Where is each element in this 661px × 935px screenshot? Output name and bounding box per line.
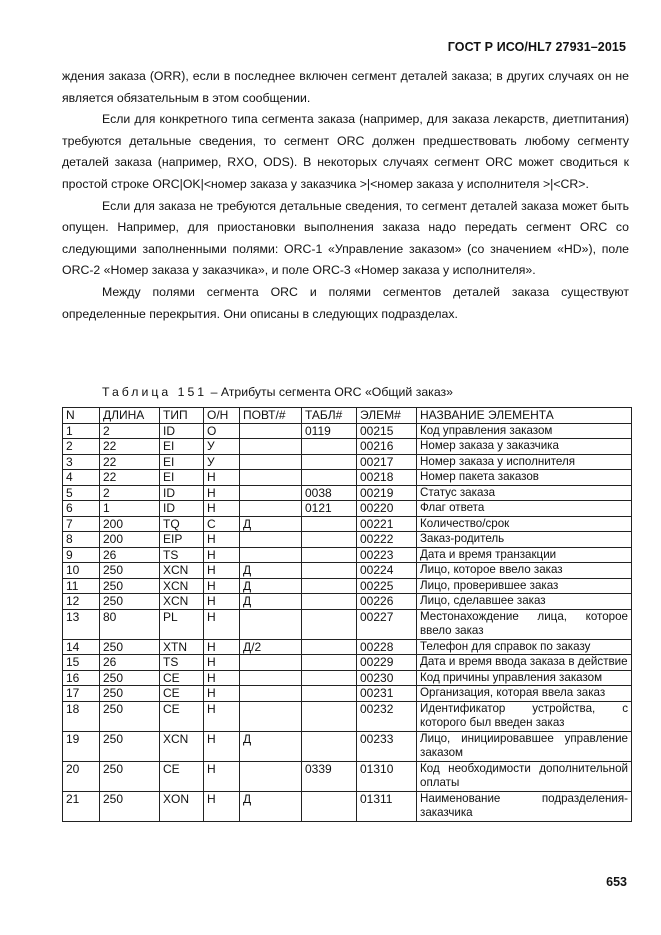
table-row (63, 501, 632, 517)
cell-element: 00228 (357, 639, 417, 655)
cell-repeat (240, 686, 302, 702)
header-cell-length: ДЛИНА (100, 408, 160, 424)
cell-repeat: Д (240, 791, 302, 821)
cell-table (302, 547, 357, 563)
paragraph-detail-orc: Если для конкретного типа сегмента заказа (например, для заказа лекарств, диетпитания) требуются детальные сведения, то сегмент ORC должен предшествовать любому сегменту деталей заказа (например, RXO, ODS). В некоторых случаях сегмент ORC может сводиться к простой строке ORC|OK|<номер заказа у заказчика >|<номер заказа у исполнителя >|<CR>. (62, 112, 629, 191)
cell-length: 2 (100, 485, 160, 501)
cell-element: 00215 (357, 423, 417, 439)
cell-opt: Н (204, 470, 240, 486)
paragraph-continuation: ждения заказа (ORR), если в последнее включен сегмент деталей заказа; в других случаях он не является обязательным в этом сообщении. (62, 69, 629, 105)
cell-opt: С (204, 516, 240, 532)
body-text (62, 66, 629, 325)
cell-table: 0339 (302, 761, 357, 791)
header-cell-opt: О/Н (204, 408, 240, 424)
cell-opt: У (204, 439, 240, 455)
cell-length: 250 (100, 686, 160, 702)
table-row (63, 791, 632, 821)
cell-table (302, 731, 357, 761)
cell-opt: Н (204, 701, 240, 731)
cell-repeat (240, 670, 302, 686)
cell-n: 21 (63, 791, 100, 821)
cell-opt: Н (204, 655, 240, 671)
cell-length: 250 (100, 761, 160, 791)
cell-repeat (240, 423, 302, 439)
cell-table (302, 686, 357, 702)
cell-name: Номер пакета заказов (417, 470, 632, 486)
cell-repeat (240, 485, 302, 501)
cell-length: 1 (100, 501, 160, 517)
cell-repeat: Д (240, 516, 302, 532)
cell-table (302, 791, 357, 821)
cell-opt: У (204, 454, 240, 470)
cell-element: 00229 (357, 655, 417, 671)
table-row (63, 563, 632, 579)
paragraph-overlap: Между полями сегмента ORC и полями сегментов деталей заказа существуют определенные перекрытия. Они описаны в следующих подразделах. (62, 284, 629, 321)
attributes-table (62, 407, 632, 822)
cell-repeat: Д/2 (240, 639, 302, 655)
cell-repeat (240, 701, 302, 731)
document-header: ГОСТ Р ИСО/HL7 27931–2015 (447, 40, 626, 54)
cell-n: 13 (63, 609, 100, 639)
cell-opt: Н (204, 791, 240, 821)
cell-table (302, 516, 357, 532)
cell-name: Заказ-родитель (417, 532, 632, 548)
cell-n: 5 (63, 485, 100, 501)
cell-length: 26 (100, 547, 160, 563)
cell-n: 1 (63, 423, 100, 439)
cell-table (302, 670, 357, 686)
cell-name: Телефон для справок по заказу (417, 639, 632, 655)
cell-length: 250 (100, 639, 160, 655)
cell-length: 22 (100, 439, 160, 455)
cell-element: 00232 (357, 701, 417, 731)
cell-element: 00226 (357, 594, 417, 610)
cell-type: XCN (160, 594, 204, 610)
cell-name: Лицо, которое ввело заказ (417, 563, 632, 579)
cell-n: 20 (63, 761, 100, 791)
cell-name: Код причины управления заказом (417, 670, 632, 686)
cell-type: XON (160, 791, 204, 821)
cell-opt: Н (204, 594, 240, 610)
cell-n: 14 (63, 639, 100, 655)
cell-type: EI (160, 454, 204, 470)
cell-length: 250 (100, 578, 160, 594)
cell-type: XTN (160, 639, 204, 655)
cell-table (302, 701, 357, 731)
paragraph-omit-detail: Если для заказа не требуются детальные сведения, то сегмент деталей заказа может быть опущен. Например, для приостановки выполнения заказа надо передать сегмент ORC со следующими заполненными полями: ORC-1 «Управление заказом» (со значением «HD»), поле ORC-2 «Номер заказа у заказчика», и поле ORC-3 «Номер заказа у исполнителя». (62, 198, 629, 278)
cell-n: 16 (63, 670, 100, 686)
cell-table (302, 578, 357, 594)
cell-name: Флаг ответа (417, 501, 632, 517)
table-row (63, 609, 632, 639)
cell-table: 0119 (302, 423, 357, 439)
cell-n: 4 (63, 470, 100, 486)
cell-element: 00222 (357, 532, 417, 548)
table-caption-number: Таблица 151 (102, 385, 208, 399)
cell-element: 00224 (357, 563, 417, 579)
cell-name: Номер заказа у исполнителя (417, 454, 632, 470)
cell-opt: Н (204, 485, 240, 501)
cell-opt: Н (204, 686, 240, 702)
page-number: 653 (606, 875, 627, 889)
cell-element: 00230 (357, 670, 417, 686)
cell-name: Код необходимости дополнительной оплаты (417, 761, 632, 791)
cell-type: XCN (160, 731, 204, 761)
cell-repeat (240, 609, 302, 639)
cell-table (302, 655, 357, 671)
table-row (63, 547, 632, 563)
cell-n: 2 (63, 439, 100, 455)
table-row (63, 655, 632, 671)
cell-type: ID (160, 501, 204, 517)
cell-repeat: Д (240, 594, 302, 610)
cell-opt: Н (204, 578, 240, 594)
table-row (63, 516, 632, 532)
cell-length: 2 (100, 423, 160, 439)
cell-type: EIP (160, 532, 204, 548)
table-caption-dash: – (210, 385, 218, 399)
cell-element: 00219 (357, 485, 417, 501)
cell-repeat (240, 547, 302, 563)
cell-repeat: Д (240, 578, 302, 594)
cell-opt: Н (204, 547, 240, 563)
table-row (63, 594, 632, 610)
cell-n: 10 (63, 563, 100, 579)
cell-type: ID (160, 485, 204, 501)
cell-opt: Н (204, 501, 240, 517)
cell-type: TS (160, 547, 204, 563)
cell-n: 15 (63, 655, 100, 671)
table-row (63, 532, 632, 548)
cell-opt: Н (204, 731, 240, 761)
cell-table (302, 454, 357, 470)
table-row (63, 470, 632, 486)
cell-name: Статус заказа (417, 485, 632, 501)
cell-element: 00227 (357, 609, 417, 639)
cell-table: 0038 (302, 485, 357, 501)
cell-length: 250 (100, 670, 160, 686)
cell-length: 22 (100, 470, 160, 486)
cell-type: PL (160, 609, 204, 639)
header-cell-element: ЭЛЕМ# (357, 408, 417, 424)
cell-length: 250 (100, 791, 160, 821)
cell-element: 00221 (357, 516, 417, 532)
cell-name: Код управления заказом (417, 423, 632, 439)
cell-table (302, 439, 357, 455)
cell-name: Количество/срок (417, 516, 632, 532)
table-header-row (63, 408, 632, 424)
cell-length: 250 (100, 594, 160, 610)
cell-element: 01310 (357, 761, 417, 791)
cell-element: 00220 (357, 501, 417, 517)
cell-name: Лицо, инициировавшее управление заказом (417, 731, 632, 761)
cell-n: 9 (63, 547, 100, 563)
cell-repeat (240, 454, 302, 470)
cell-type: XCN (160, 563, 204, 579)
cell-opt: Н (204, 609, 240, 639)
cell-table (302, 563, 357, 579)
cell-repeat (240, 439, 302, 455)
cell-element: 00231 (357, 686, 417, 702)
header-cell-name: НАЗВАНИЕ ЭЛЕМЕНТА (417, 408, 632, 424)
table-caption-text: Атрибуты сегмента ORC «Общий заказ» (220, 385, 453, 399)
table-row (63, 639, 632, 655)
cell-n: 19 (63, 731, 100, 761)
cell-element: 00217 (357, 454, 417, 470)
cell-type: ID (160, 423, 204, 439)
cell-length: 250 (100, 701, 160, 731)
table-row (63, 686, 632, 702)
cell-table (302, 609, 357, 639)
cell-table (302, 470, 357, 486)
cell-table: 0121 (302, 501, 357, 517)
cell-table (302, 594, 357, 610)
table-row (63, 439, 632, 455)
cell-type: TS (160, 655, 204, 671)
cell-table (302, 532, 357, 548)
cell-name: Дата и время ввода заказа в действие (417, 655, 632, 671)
cell-type: EI (160, 439, 204, 455)
cell-length: 80 (100, 609, 160, 639)
cell-element: 00233 (357, 731, 417, 761)
table-row (63, 454, 632, 470)
table-row (63, 670, 632, 686)
cell-element: 00218 (357, 470, 417, 486)
cell-name: Наименование подразделения-заказчика (417, 791, 632, 821)
cell-n: 18 (63, 701, 100, 731)
cell-opt: Н (204, 639, 240, 655)
cell-type: CE (160, 670, 204, 686)
cell-opt: О (204, 423, 240, 439)
cell-name: Дата и время транзакции (417, 547, 632, 563)
cell-type: TQ (160, 516, 204, 532)
cell-repeat (240, 761, 302, 791)
cell-opt: Н (204, 761, 240, 791)
cell-name: Местонахождение лица, которое ввело заказ (417, 609, 632, 639)
cell-length: 250 (100, 563, 160, 579)
cell-n: 6 (63, 501, 100, 517)
header-cell-table: ТАБЛ# (302, 408, 357, 424)
header-cell-n: N (63, 408, 100, 424)
cell-n: 3 (63, 454, 100, 470)
cell-repeat: Д (240, 563, 302, 579)
cell-repeat (240, 655, 302, 671)
cell-name: Лицо, сделавшее заказ (417, 594, 632, 610)
cell-repeat (240, 532, 302, 548)
cell-opt: Н (204, 563, 240, 579)
cell-length: 250 (100, 731, 160, 761)
header-cell-repeat: ПОВТ/# (240, 408, 302, 424)
table-body (63, 423, 632, 821)
table-row (63, 578, 632, 594)
cell-element: 00225 (357, 578, 417, 594)
cell-type: EI (160, 470, 204, 486)
cell-repeat (240, 470, 302, 486)
cell-element: 00216 (357, 439, 417, 455)
cell-repeat: Д (240, 731, 302, 761)
cell-repeat (240, 501, 302, 517)
cell-length: 200 (100, 516, 160, 532)
table-row (63, 485, 632, 501)
cell-n: 7 (63, 516, 100, 532)
cell-name: Номер заказа у заказчика (417, 439, 632, 455)
cell-name: Организация, которая ввела заказ (417, 686, 632, 702)
table-row (63, 423, 632, 439)
cell-opt: Н (204, 670, 240, 686)
cell-name: Идентификатор устройства, с которого был введен заказ (417, 701, 632, 731)
cell-n: 12 (63, 594, 100, 610)
cell-table (302, 639, 357, 655)
cell-name: Лицо, проверившее заказ (417, 578, 632, 594)
table-row (63, 731, 632, 761)
cell-type: CE (160, 686, 204, 702)
cell-type: CE (160, 701, 204, 731)
cell-n: 17 (63, 686, 100, 702)
cell-length: 200 (100, 532, 160, 548)
cell-opt: Н (204, 532, 240, 548)
table-caption (102, 385, 453, 399)
cell-element: 00223 (357, 547, 417, 563)
table-row (63, 761, 632, 791)
cell-element: 01311 (357, 791, 417, 821)
cell-n: 11 (63, 578, 100, 594)
cell-type: CE (160, 761, 204, 791)
cell-length: 22 (100, 454, 160, 470)
cell-n: 8 (63, 532, 100, 548)
cell-length: 26 (100, 655, 160, 671)
cell-type: XCN (160, 578, 204, 594)
table-row (63, 701, 632, 731)
header-cell-type: ТИП (160, 408, 204, 424)
